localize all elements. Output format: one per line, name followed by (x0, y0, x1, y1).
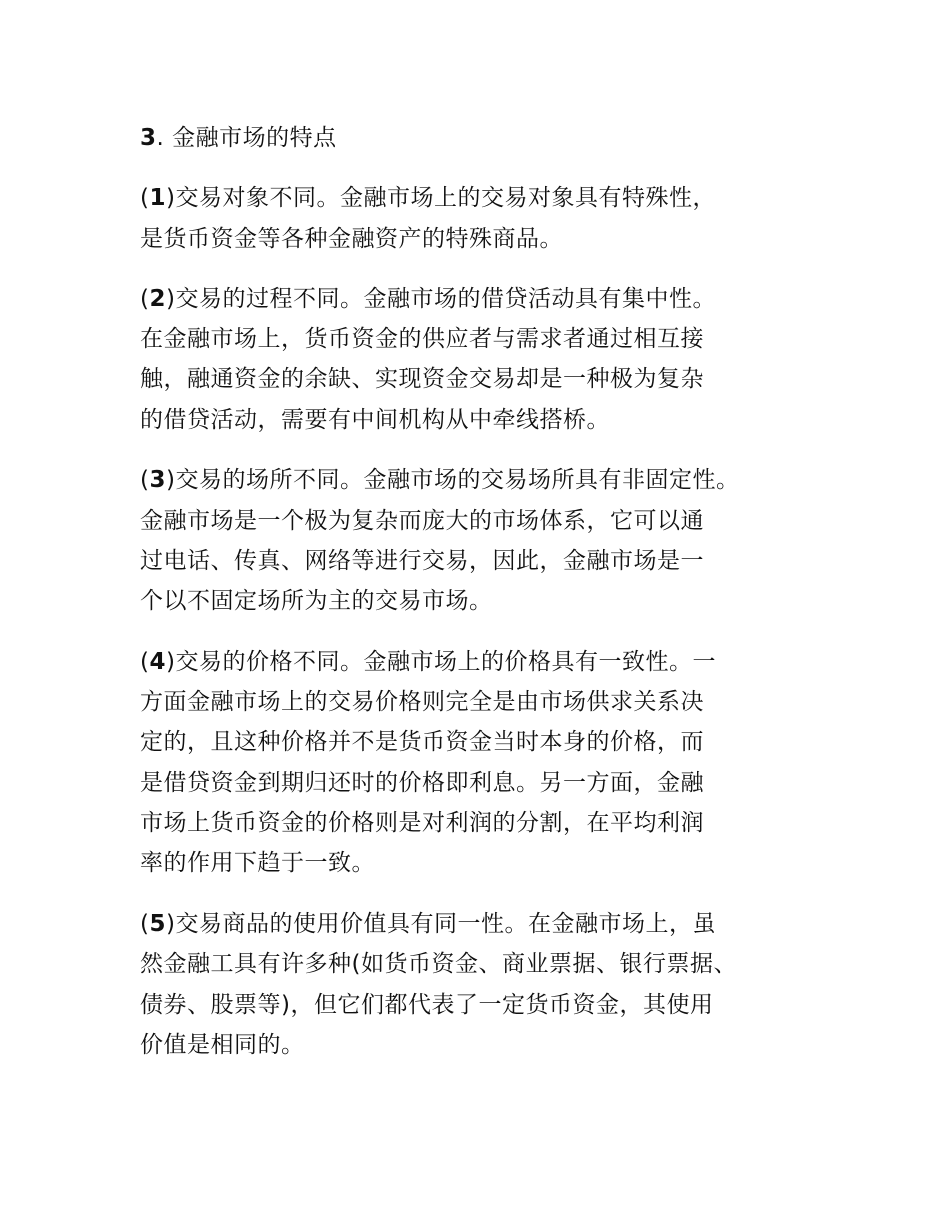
paragraph-4-line-3: 定的，且这种价格并不是货币资金当时本身的价格，而 (140, 729, 704, 755)
paragraph-4-number: 4 (149, 649, 166, 675)
paragraph-2-number: 2 (149, 286, 166, 312)
paragraph-2-line-2: 在金融市场上，货币资金的供应者与需求者通过相互接 (140, 326, 704, 352)
paragraph-5-line-1: (5)交易商品的使用价值具有同一性。在金融市场上，虽 (140, 911, 716, 937)
paragraph-4-line-2: 方面金融市场上的交易价格则完全是由市场供求关系决 (140, 689, 704, 715)
paragraph-5-line-2: 然金融工具有许多种(如货币资金、商业票据、银行票据、 (140, 951, 737, 977)
paragraph-4-line-4: 是借贷资金到期归还时的价格即利息。另一方面，金融 (140, 770, 704, 796)
paragraph-1-line-2: 是货币资金等各种金融资产的特殊商品。 (140, 226, 563, 252)
paragraph-2-line-1: (2)交易的过程不同。金融市场的借贷活动具有集中性。 (140, 286, 716, 312)
paragraph-4-line-5: 市场上货币资金的价格则是对利润的分割，在平均利润 (140, 810, 704, 836)
paragraph-4-line-1: (4)交易的价格不同。金融市场上的价格具有一致性。一 (140, 649, 716, 675)
paragraph-3-line-2: 金融市场是一个极为复杂而庞大的市场体系，它可以通 (140, 508, 704, 534)
paragraph-3-line-4: 个以不固定场所为主的交易市场。 (140, 588, 493, 614)
paragraph-3-number: 3 (149, 467, 166, 493)
paragraph-4-line-6: 率的作用下趋于一致。 (140, 850, 375, 876)
paragraph-1-number: 1 (149, 185, 166, 211)
paragraph-2-line-3: 触，融通资金的余缺、实现资金交易却是一种极为复杂 (140, 366, 704, 392)
paragraph-5-number: 5 (149, 911, 166, 937)
heading-text: . 金融市场的特点 (156, 125, 337, 151)
paragraph-5-line-4: 价值是相同的。 (140, 1032, 305, 1058)
paragraph-2-line-4: 的借贷活动，需要有中间机构从中牵线搭桥。 (140, 407, 610, 433)
paragraph-3-line-3: 过电话、传真、网络等进行交易，因此，金融市场是一 (140, 548, 704, 574)
paragraph-3-line-1: (3)交易的场所不同。金融市场的交易场所具有非固定性。 (140, 467, 740, 493)
paragraph-5-line-3: 债券、股票等)，但它们都代表了一定货币资金，其使用 (140, 992, 714, 1018)
heading-number: 3 (140, 125, 157, 151)
section-heading (140, 123, 337, 153)
paragraph-1-line-1: (1)交易对象不同。金融市场上的交易对象具有特殊性， (140, 185, 716, 211)
